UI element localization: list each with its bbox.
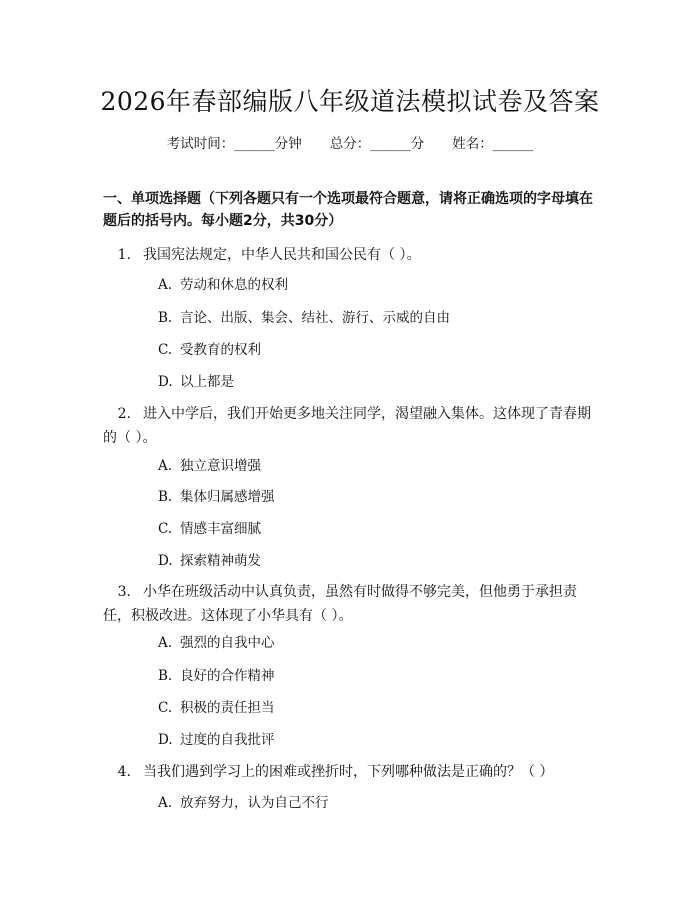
question-1 [103, 243, 603, 267]
option-3d [158, 730, 275, 750]
option-letter: B. [158, 310, 173, 326]
option-letter: C. [158, 342, 173, 358]
option-text: 言论、出版、集会、结社、游行、示威的自由 [180, 310, 450, 326]
exam-score: 总分：______分 [329, 136, 425, 152]
option-letter: A. [158, 277, 173, 293]
page-title: 2026年春部编版八年级道法模拟试卷及答案 [100, 87, 600, 116]
option-2c [158, 519, 261, 539]
option-letter: D. [158, 553, 173, 569]
question-number: 2. [117, 406, 131, 422]
option-letter: C. [158, 521, 173, 537]
question-text: 我国宪法规定，中华人民共和国公民有（ ）。 [143, 247, 421, 263]
option-text: 集体归属感增强 [180, 489, 275, 505]
option-3c [158, 698, 275, 718]
option-text: 强烈的自我中心 [180, 635, 275, 651]
question-4 [103, 760, 603, 784]
option-text: 积极的责任担当 [180, 700, 275, 716]
option-1a [158, 275, 288, 295]
option-letter: D. [158, 374, 173, 390]
option-text: 受教育的权利 [180, 342, 261, 358]
option-text: 放弃努力，认为自己不行 [180, 795, 329, 811]
exam-time: 考试时间：______分钟 [166, 136, 302, 152]
option-letter: D. [158, 732, 173, 748]
option-text: 过度的自我批评 [180, 732, 275, 748]
option-letter: B. [158, 668, 173, 684]
option-text: 探索精神萌发 [180, 553, 261, 569]
option-2d [158, 551, 261, 571]
exam-meta [0, 132, 700, 152]
section-heading: 一、单项选择题（下列各题只有一个选项最符合题意，请将正确选项的字母填在题后的括号内。每小题2分，共30分） [103, 191, 593, 229]
option-4a [158, 793, 329, 813]
option-letter: B. [158, 489, 173, 505]
option-text: 情感丰富细腻 [180, 521, 261, 537]
option-1b [158, 308, 450, 328]
question-number: 4. [117, 764, 131, 780]
question-number: 1. [117, 247, 131, 263]
option-3a [158, 633, 275, 653]
question-text: 进入中学后，我们开始更多地关注同学，渴望融入集体。这体现了青春期的（ ）。 [103, 406, 591, 446]
option-text: 独立意识增强 [180, 458, 261, 474]
option-1c [158, 340, 261, 360]
option-letter: C. [158, 700, 173, 716]
option-letter: A. [158, 635, 173, 651]
question-2 [103, 402, 603, 450]
option-text: 以上都是 [180, 374, 234, 390]
option-1d [158, 372, 234, 392]
question-number: 3. [117, 584, 131, 600]
option-text: 良好的合作精神 [180, 668, 275, 684]
question-3 [103, 580, 603, 628]
exam-name: 姓名：______ [452, 136, 534, 152]
option-letter: A. [158, 795, 173, 811]
question-text: 当我们遇到学习上的困难或挫折时，下列哪种做法是正确的？（ ） [143, 764, 554, 780]
option-text: 劳动和休息的权利 [180, 277, 288, 293]
question-text: 小华在班级活动中认真负责，虽然有时做得不够完美，但他勇于承担责任，积极改进。这体现了小华具有（ ）。 [103, 584, 577, 624]
option-2a [158, 456, 261, 476]
option-letter: A. [158, 458, 173, 474]
option-2b [158, 487, 275, 507]
option-3b [158, 666, 275, 686]
